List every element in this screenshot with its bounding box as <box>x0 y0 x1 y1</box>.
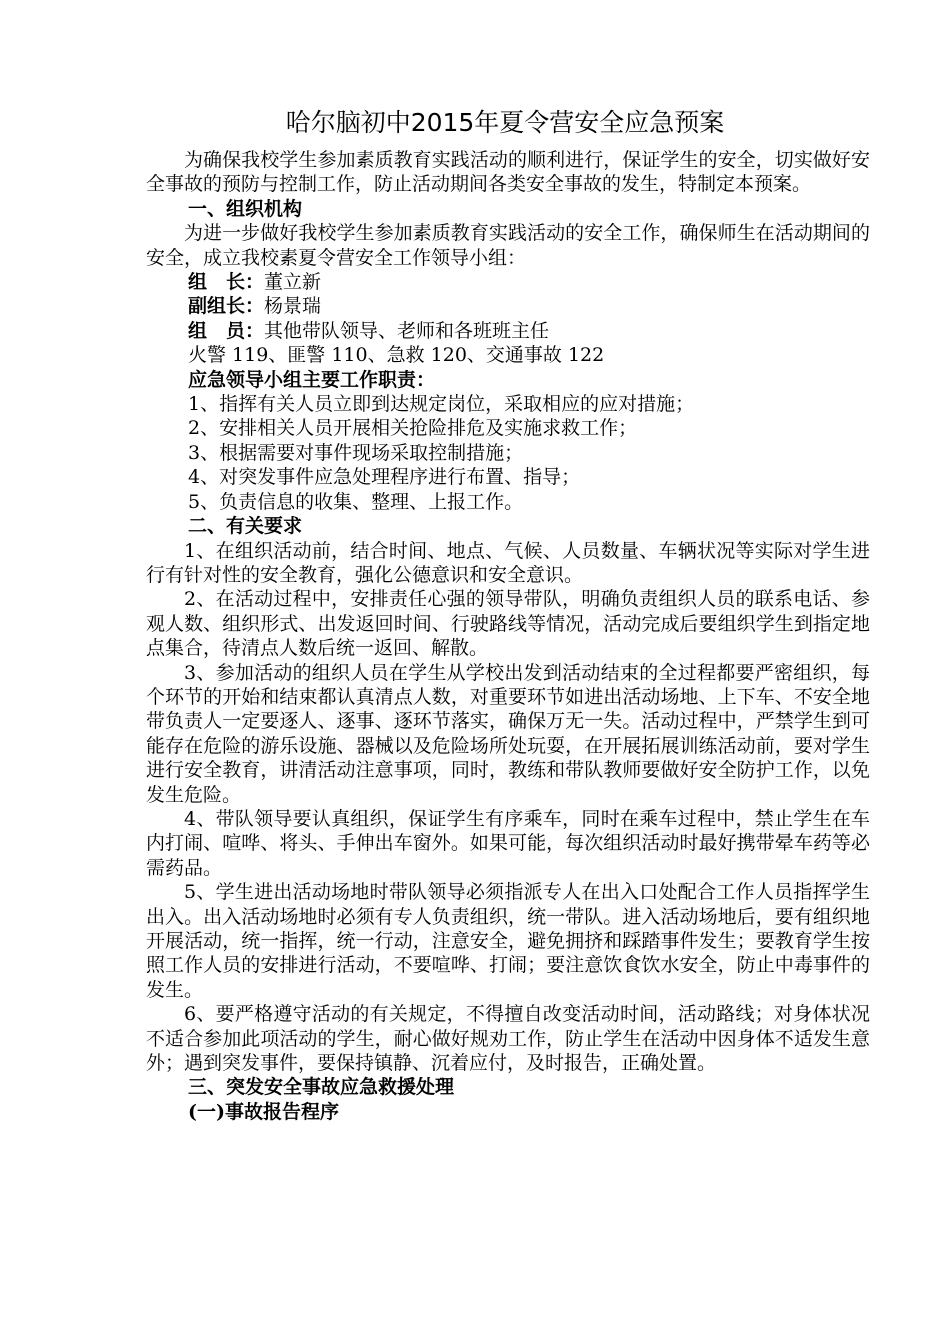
section2-heading: 二、有关要求 <box>188 515 303 538</box>
duty-item: 4、对突发事件应急处理程序进行布置、指导； <box>188 466 581 489</box>
section3-heading: 三、突发安全事故应急救援处理 <box>188 1076 455 1099</box>
requirement-item: 1、在组织活动前，结合时间、地点、气候、人员数量、车辆状况等实际对学生进行有针对性的安全教育，强化公德意识和安全意识。 <box>146 539 870 586</box>
intro-paragraph: 为确保我校学生参加素质教育实践活动的顺利进行，保证学生的安全，切实做好安全事故的预防与控制工作，防止活动期间各类安全事故的发生，特制定本预案。 <box>146 149 870 196</box>
leader-label: 组 长： <box>188 271 265 294</box>
section1-heading: 一、组织机构 <box>188 197 303 220</box>
member-line <box>146 319 870 343</box>
member-label: 组 员： <box>188 319 265 342</box>
deputy-line <box>146 294 870 318</box>
deputy-value: 杨景瑞 <box>264 295 322 318</box>
duty-item: 5、负责信息的收集、整理、上报工作。 <box>188 490 524 513</box>
requirement-item: 4、带队领导要认真组织，保证学生有序乘车，同时在乘车过程中，禁止学生在车内打闹、喧哗、将头、手伸出车窗外。如果可能，每次组织活动时最好携带晕车药等必需药品。 <box>146 807 870 879</box>
member-value: 其他带队领导、老师和各班班主任 <box>264 319 550 342</box>
leader-value: 董立新 <box>264 271 322 294</box>
requirement-item: 5、学生进出活动场地时带队领导必须指派专人在出入口处配合工作人员指挥学生出入。出入活动场地时必须有专人负责组织，统一带队。进入活动场地后，要有组织地开展活动，统一指挥，统一行动，注意安全，避免拥挤和踩踏事件发生；要教育学生按照工作人员的安排进行活动，不要喧哗、打闹；要注意饮食饮水安全，防止中毒事件的发生。 <box>146 881 870 1001</box>
duty-item: 2、安排相关人员开展相关抢险排危及实施求救工作； <box>188 417 638 440</box>
section3-subheading: (一)事故报告程序 <box>188 1100 339 1123</box>
deputy-label: 副组长： <box>188 295 265 318</box>
duty-item: 3、根据需要对事件现场采取控制措施； <box>188 441 524 464</box>
leader-line <box>146 270 870 294</box>
document-body <box>146 148 870 1124</box>
requirement-item: 6、要严格遵守活动的有关规定，不得擅自改变活动时间，活动路线；对身体状况不适合参加此项活动的学生，耐心做好规劝工作，防止学生在活动中因身体不适发生意外；遇到突发事件，要保持镇静、沉着应付，及时报告，正确处置。 <box>146 1003 870 1075</box>
requirement-item: 2、在活动过程中，安排责任心强的领导带队，明确负责组织人员的联系电话、参观人数、组织形式、出发返回时间、行驶路线等情况，活动完成后要组织学生到指定地点集合，待清点人数后统一返回、解散。 <box>146 588 870 660</box>
section1-paragraph: 为进一步做好我校学生参加素质教育实践活动的安全工作，确保师生在活动期间的安全，成立我校素夏令营安全工作领导小组： <box>146 222 870 269</box>
duties-heading: 应急领导小组主要工作职责： <box>188 368 436 391</box>
duty-item: 1、指挥有关人员立即到达规定岗位，采取相应的应对措施； <box>188 393 695 416</box>
emergency-phones: 火警 119、匪警 110、急救 120、交通事故 122 <box>188 344 605 367</box>
requirement-item: 3、参加活动的组织人员在学生从学校出发到活动结束的全过程都要严密组织，每个环节的开始和结束都认真清点人数，对重要环节如进出活动场地、上下车、不安全地带负责人一定要逐人、逐事、逐环节落实，确保万无一失。活动过程中，严禁学生到可能存在危险的游乐设施、器械以及危险场所处玩耍，在开展拓展训练活动前，要对学生进行安全教育，讲清活动注意事项，同时，教练和带队教师要做好安全防护工作，以免发生危险。 <box>146 661 870 806</box>
document-title: 哈尔脑初中2015年夏令营安全应急预案 <box>285 108 725 137</box>
